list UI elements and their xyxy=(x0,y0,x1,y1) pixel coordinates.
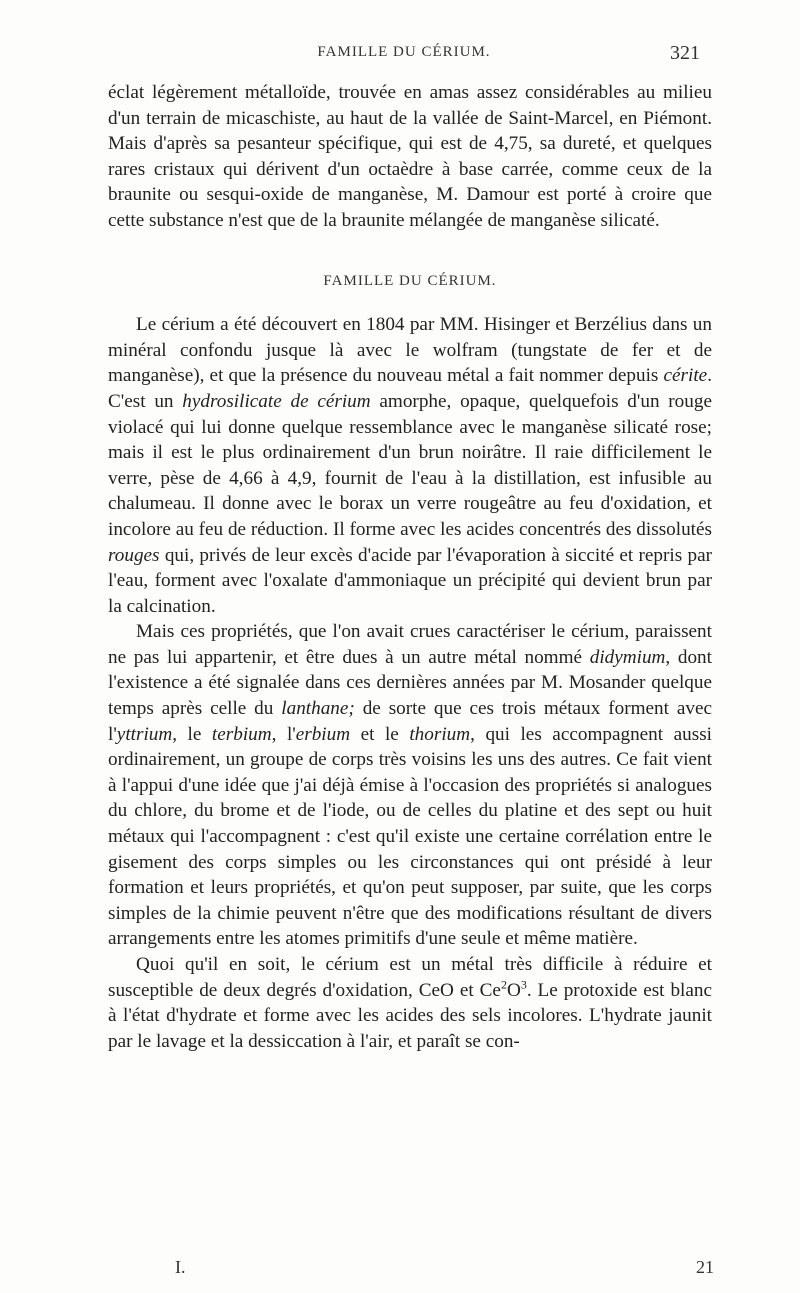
section-title: FAMILLE DU CÉRIUM. xyxy=(323,272,497,289)
page-number: 321 xyxy=(670,42,700,64)
paragraph-continuation: éclat légèrement métalloïde, trouvée en amas assez considérables au milieu d'un terrain de micaschiste, au haut de la vallée de Saint-Marcel, en Piémont. Mais d'après sa pesanteur spécifique, qui est de 4,75, sa dureté, et quelques rares cristaux qui dérivent d'un octaèdre à base carrée, comme ceux de la braunite ou sesqui-oxide de manganèse, M. Damour est porté à croire que cette substance n'est que de la braunite mélangée de manganèse silicaté. xyxy=(108,82,712,231)
superscript: 2 xyxy=(500,977,507,992)
term-erbium: erbium xyxy=(295,723,351,745)
term-cerite: cérite xyxy=(663,365,708,387)
superscript: 3 xyxy=(520,977,527,992)
paragraph-cerium-discovery: Le cérium a été découvert en 1804 par MM. Hisinger et Berzélius dans un minéral confondu jusque là avec le wolfram (tungstate de fer et de manganèse), et que la présence du nouveau métal a fait nommer depuis cérite. C'est un hydrosilicate de cérium amorphe, opaque, quelquefois d'un rouge violacé qui lui donne quelque ressemblance avec le manganèse silicaté rose; mais il est le plus ordinairement d'un brun noirâtre. Il raie difficilement le verre, pèse de 4,66 à 4,9, fournit de l'eau à la distillation, est infusible au chalumeau. Il donne avec le borax un verre rougeâtre au feu d'oxidation, et incolore au feu de réduction. Il forme avec les acides concentrés des dissolutés rouges qui, privés de leur excès d'acide par l'évaporation à siccité et repris par l'eau, forment avec l'oxalate d'ammoniaque un précipité qui devient brun par la calcination. xyxy=(108,314,712,617)
paragraph-oxidation: Quoi qu'il en soit, le cérium est un métal très difficile à réduire et susceptible de deux degrés d'oxidation, CeO et $Ce^2O^3$. Le protoxide est blanc à l'état d'hydrate et forme avec les acides des sels incolores. L'hydrate jaunit par le lavage et la dessiccation à l'air, et paraît se con- xyxy=(108,954,712,1052)
paragraph-didymium: Mais ces propriétés, que l'on avait crues caractériser le cérium, paraissent ne pas lui appartenir, et être dues à un autre métal nommé didymium, dont l'existence a été signalée dans ces dernières années par M. Mosander quelque temps après celle du lanthane; de sorte que ces trois métaux forment avec l'yttrium, le terbium, l'erbium et le thorium, qui les accompagnent aussi ordinairement, un groupe de corps très voisins les uns des autres. Ce fait vient à l'appui d'une idée que j'ai déjà émise à l'occasion des propriétés si analogues du chlore, du brome et de l'iode, ou de celles du platine et des sept ou huit métaux qui l'accompagnent : c'est qu'il existe une certaine corrélation entre le gisement des corps simples ou les circonstances qui ont présidé à leur formation et leurs propriétés, et qu'on peut supposer, par suite, que les corps simples de la chimie peuvent n'être que des modifications résultant de divers arrangements entre les atomes primitifs d'une seule et même matière. xyxy=(108,621,712,950)
running-head xyxy=(108,44,700,70)
running-title: FAMILLE DU CÉRIUM. xyxy=(317,44,491,60)
term-rouges: rouges xyxy=(108,544,160,566)
page-body xyxy=(108,80,712,1054)
term-didymium: didymium xyxy=(589,646,666,668)
term-lanthane: lanthane; xyxy=(281,698,355,720)
signature-mark: I. xyxy=(175,1257,186,1277)
page-footer xyxy=(175,1257,714,1283)
term-thorium: thorium xyxy=(409,723,471,745)
term-terbium: terbium xyxy=(211,723,272,745)
term-yttrium: yttrium xyxy=(116,723,173,745)
term-hydrosilicate: hydrosilicate de cérium xyxy=(182,390,371,412)
sheet-number: 21 xyxy=(696,1257,714,1277)
